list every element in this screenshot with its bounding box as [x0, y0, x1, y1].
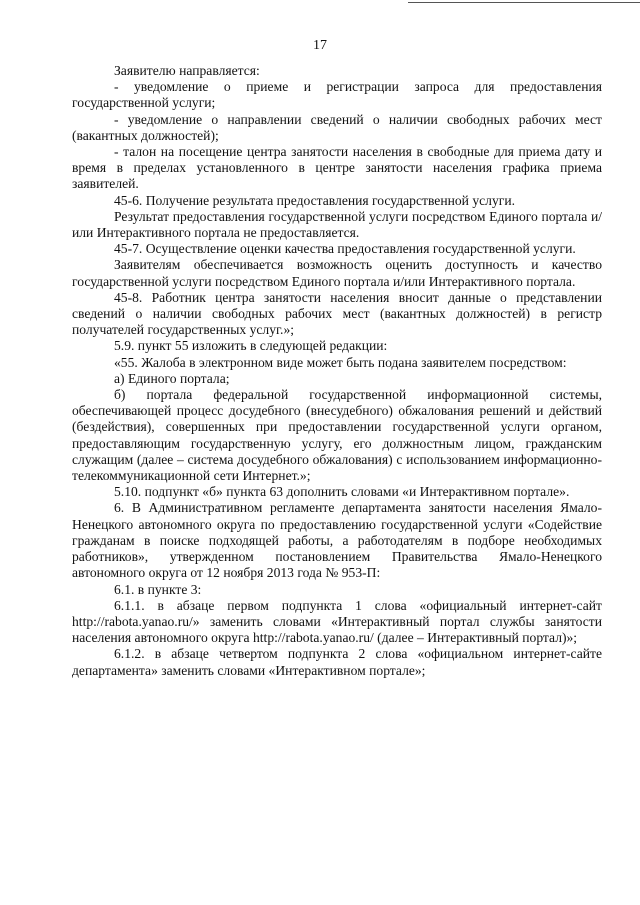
- paragraph-p18: 6.1.2. в абзаце четвертом подпункта 2 слова «официальном интернет-сайте департамента» заменить словами «Интерактивном портале»;: [72, 646, 602, 678]
- paragraph-p05: 45-6. Получение результата предоставления государственной услуги.: [114, 192, 516, 208]
- paragraph-p10: 5.9. пункт 55 изложить в следующей редакции:: [114, 338, 388, 354]
- page-number: 17: [313, 38, 327, 53]
- paragraph-p17: 6.1.1. в абзаце первом подпункта 1 слова «официальный интернет-сайт http://rabota.yanao.ru/» заменить словами «Интерактивный портал службы занятости населения автономного округа http://rabota.yanao.ru/ (далее – Интерактивный портал)»;: [72, 597, 602, 646]
- top-rule: [408, 2, 640, 3]
- paragraph-p03: - уведомление о направлении сведений о наличии свободных рабочих мест (вакантных должностей);: [72, 111, 602, 143]
- paragraph-p04: - талон на посещение центра занятости населения в свободные для приема дату и время в пределах установленного в центре занятости населения графика приема заявителей.: [72, 144, 602, 192]
- paragraph-p01: Заявителю направляется:: [114, 63, 260, 78]
- paragraph-p15: 6. В Административном регламенте департамента занятости населения Ямало-Ненецкого автономного округа по предоставлению государственной услуги «Содействие гражданам в поиске подходящей работы, а работодателям в подборе необходимых работников», утвержденном постановлением Правительства Ямало-Ненецкого автономного округа от 12 ноября 2013 года № 953-П:: [72, 500, 602, 581]
- paragraph-p16: 6.1. в пункте 3:: [114, 581, 202, 597]
- paragraph-p06: Результат предоставления государственной услуги посредством Единого портала и/или Интерактивного портала не предоставляется.: [72, 208, 602, 241]
- paragraph-p12: а) Единого портала;: [114, 370, 230, 386]
- paragraph-p02: - уведомление о приеме и регистрации запроса для предоставления государственной услуги;: [72, 79, 602, 111]
- paragraph-p07: 45-7. Осуществление оценки качества предоставления государственной услуги.: [114, 241, 576, 257]
- paragraph-p08: Заявителям обеспечивается возможность оценить доступность и качество государственной услуги посредством Единого портала и/или Интерактивного портала.: [72, 257, 602, 289]
- paragraph-p14: 5.10. подпункт «б» пункта 63 дополнить словами «и Интерактивном портале».: [114, 484, 570, 500]
- paragraph-p11: «55. Жалоба в электронном виде может быть подана заявителем посредством:: [114, 354, 567, 370]
- paragraph-p09: 45-8. Работник центра занятости населения вносит данные о представлении сведений о наличии свободных рабочих мест (вакантных должностей) в регистр получателей государственных услуг.»;: [72, 289, 602, 338]
- paragraph-p13: б) портала федеральной государственной информационной системы, обеспечивающей процесс досудебного (внесудебного) обжалования решений и действий (бездействия), совершенных при предоставлении государственной услуги органом, предоставляющим государственную услугу, его должностным лицом, гражданским служащим (далее – система досудебного обжалования) с использованием информационно-телекоммуникационной сети Интернет.»;: [72, 387, 602, 484]
- document-body: [72, 63, 602, 679]
